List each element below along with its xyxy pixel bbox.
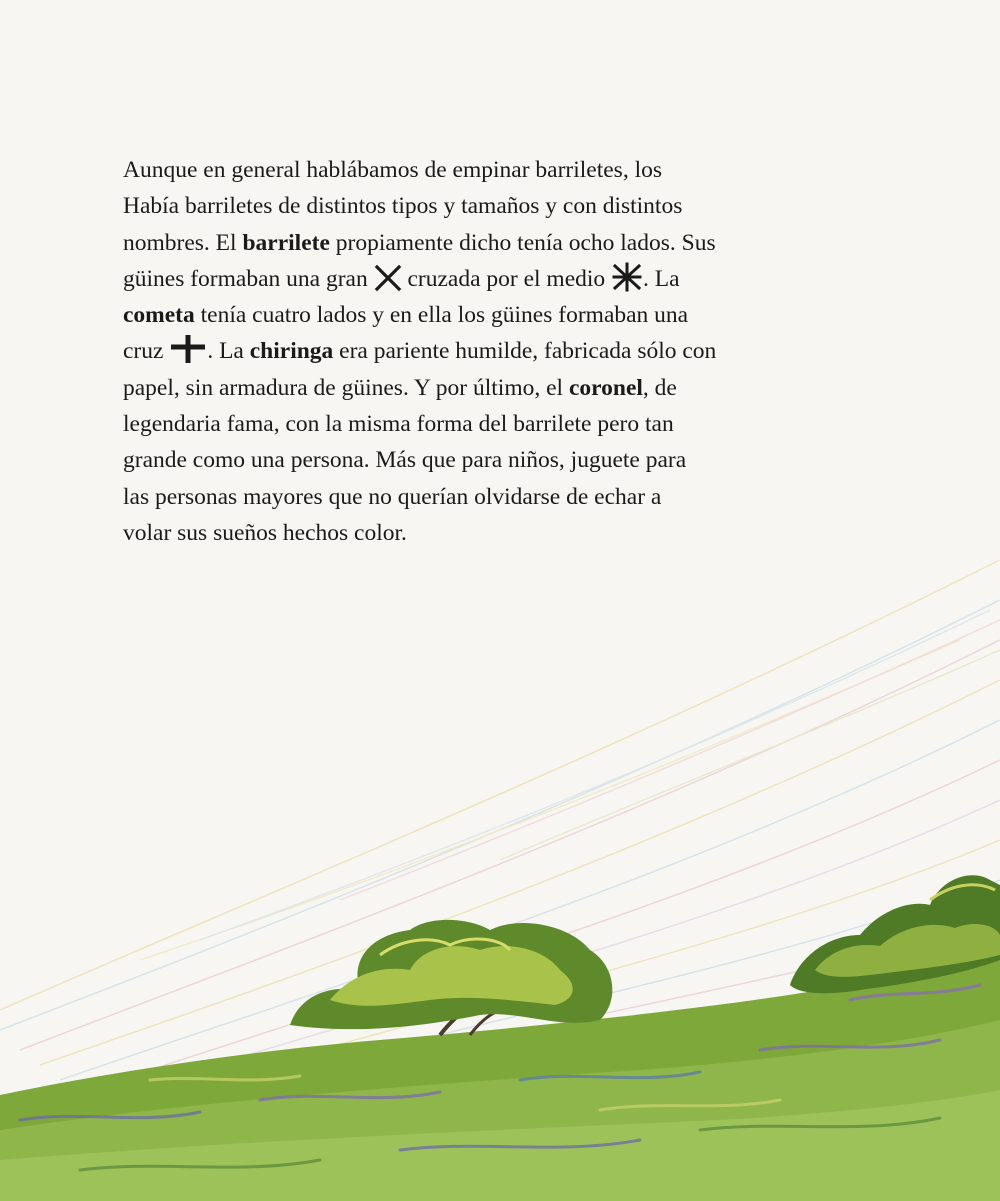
text-line [123,152,843,188]
text-span: Aunque en general hablábamos de empinar barriletes, los [123,157,662,183]
landscape-illustration [0,520,1000,1201]
text-span: era pariente humilde, fabricada sólo con [333,338,717,365]
asterisk-shape-icon [611,262,643,292]
text-line [123,225,843,261]
text-span: , de [642,374,677,401]
text-line [123,188,843,224]
term-chiringa: chiringa [249,338,334,365]
story-paragraph [123,152,843,551]
term-barrilete: barrilete [242,229,330,256]
text-span: nombres. El [123,229,243,256]
text-line [123,297,843,333]
term-coronel: coronel [568,374,643,401]
text-span: . La [207,338,250,365]
text-line [123,442,843,478]
text-span: güines formaban una gran [123,265,374,292]
text-line [123,333,843,369]
text-line [123,479,843,515]
text-span: . La [643,265,680,292]
text-span: propiamente dicho tenía ocho lados. Sus [329,229,716,256]
text-line [123,370,843,406]
term-cometa: cometa [123,302,195,329]
text-span: papel, sin armadura de güines. Y por último, el [123,374,569,401]
cross-shape-icon [169,334,207,364]
text-span: las personas mayores que no querían olvidarse de echar a [123,483,662,510]
tree-left [290,920,612,1035]
text-span: legendaria fama, con la misma forma del barrilete pero tan [123,411,674,438]
text-span: cruzada por el medio [401,265,612,292]
text-span: cruz [123,338,170,365]
text-span: tenía cuatro lados y en ella los güines formaban una [194,302,689,329]
text-line [123,261,843,297]
text-line [123,406,843,442]
x-shape-icon [374,264,402,292]
text-span: volar sus sueños hechos color. [123,519,407,546]
text-span: grande como una persona. Más que para niños, juguete para [123,447,687,474]
text-span: Había barriletes de distintos tipos y tamaños y con distintos [123,193,683,220]
